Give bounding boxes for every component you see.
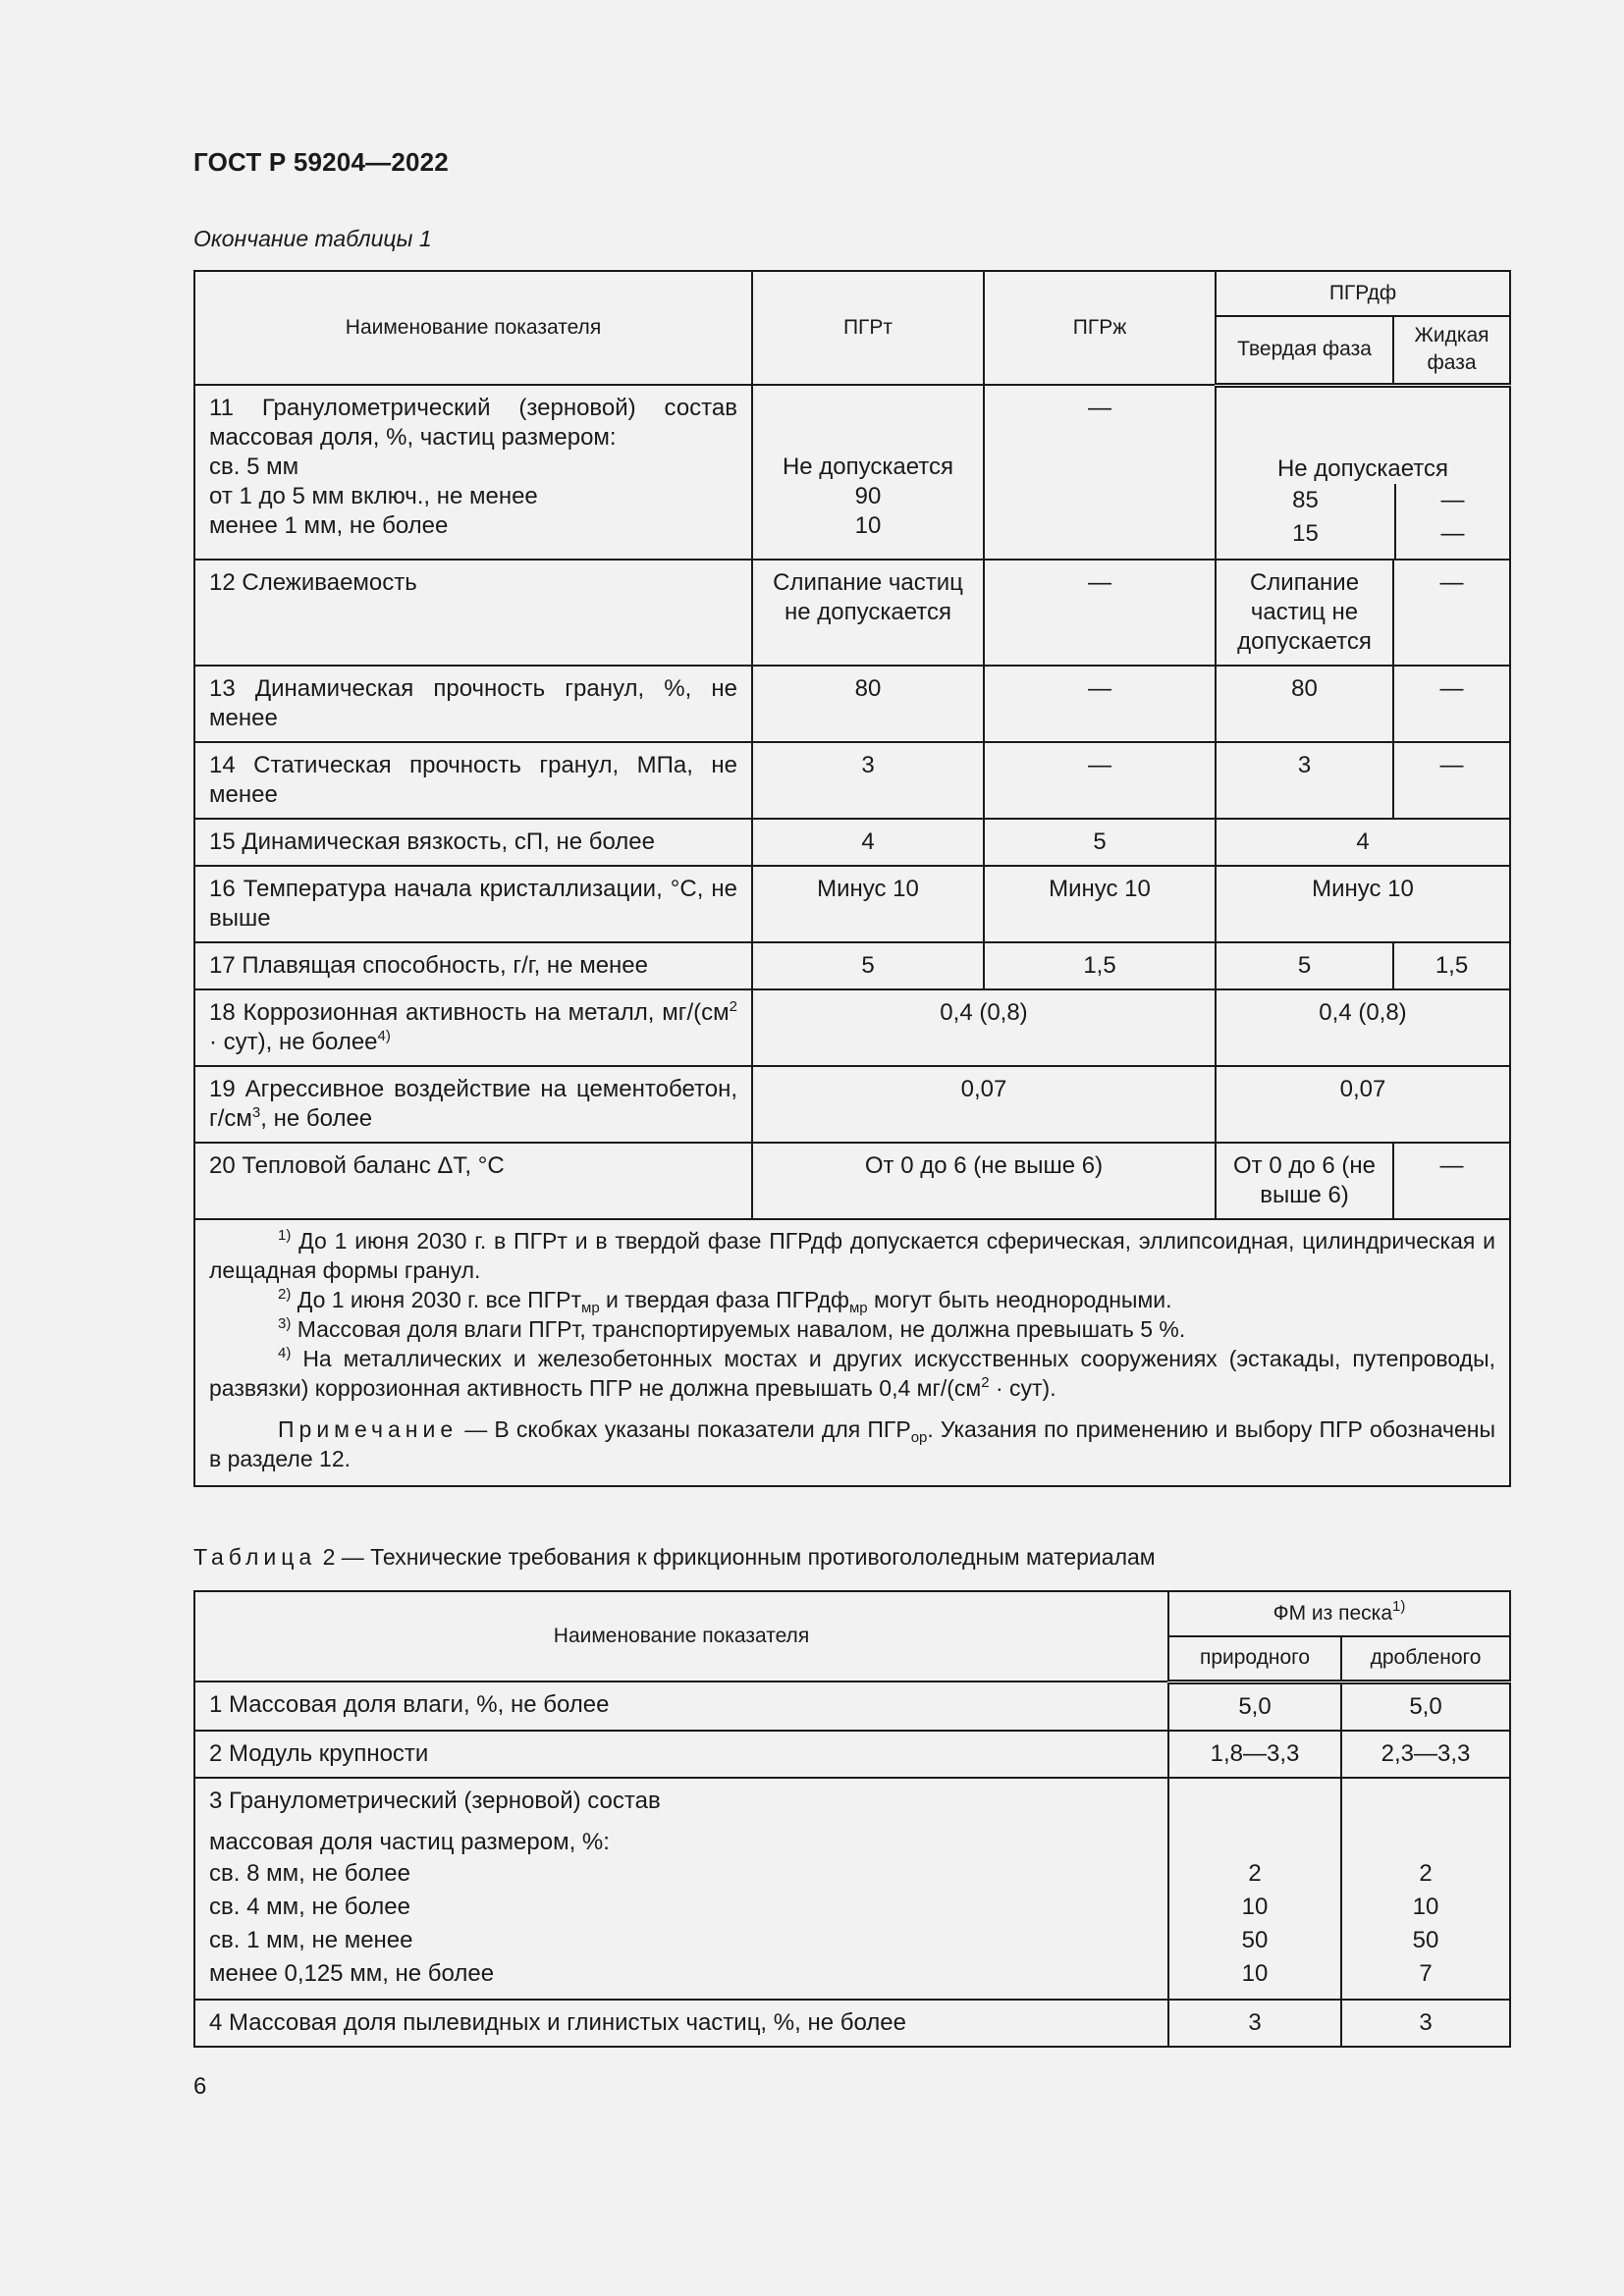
cell-crushed: 3 — [1341, 2000, 1510, 2047]
cell-pgrt: 4 — [752, 819, 984, 866]
cell-pgrt: Слипание частиц не допускается — [752, 560, 984, 666]
cell-crushed: 2 10 50 7 — [1341, 1778, 1510, 2000]
row-name: 15 Динамическая вязкость, сП, не более — [194, 819, 752, 866]
page-number: 6 — [193, 2073, 207, 2100]
table-row — [194, 1778, 1510, 2000]
row-name: 2 Модуль крупности — [194, 1731, 1168, 1778]
header-liquid-phase: Жидкая фаза — [1393, 316, 1510, 385]
cell-solid: Слипание частиц не допускается — [1216, 560, 1393, 666]
header-crushed: дробленого — [1341, 1636, 1510, 1682]
cell-solid: От 0 до 6 (не выше 6) — [1216, 1143, 1393, 1219]
cell-pgrt-pgrzh: 0,07 — [752, 1066, 1216, 1143]
cell-pgrzh: 5 — [984, 819, 1216, 866]
table-row — [194, 866, 1510, 942]
table-2 — [193, 1590, 1511, 2048]
table-row — [194, 2000, 1510, 2047]
table-row — [194, 1066, 1510, 1143]
cell-pgrzh: 1,5 — [984, 942, 1216, 989]
header-pgrdf: ПГРдф — [1216, 271, 1510, 316]
cell-pgrt: 3 — [752, 742, 984, 819]
row-name: 19 Агрессивное воздействие на цементобетон, $г/см^3$, не более — [194, 1066, 752, 1143]
cell-pgrdf: 0,07 — [1216, 1066, 1510, 1143]
table-row — [194, 1682, 1510, 1731]
cell-solid: 3 — [1216, 742, 1393, 819]
cell-crushed: 5,0 — [1341, 1682, 1510, 1731]
row-name: 1 Массовая доля влаги, %, не более — [194, 1682, 1168, 1731]
header-fm-sand: ФМ из песка$^{1)}$ — [1168, 1591, 1510, 1636]
table-continuation-caption: Окончание таблицы 1 — [193, 226, 432, 251]
cell-liquid: 1,5 — [1393, 942, 1510, 989]
row-name: 13 Динамическая прочность гранул, %, не менее — [194, 666, 752, 742]
cell-liquid: — — [1393, 1143, 1510, 1219]
row-name: 20 Тепловой баланс ΔТ, °С — [194, 1143, 752, 1219]
footnote-3: $^{3)}$ Массовая доля влаги ПГРт, транспортируемых навалом, не должна превышать 5 %. — [278, 1314, 1186, 1342]
header-name: Наименование показателя — [194, 1591, 1168, 1682]
row-name: 3 Гранулометрический (зерновой) состав массовая доля частиц размером, %: св. 8 мм, не более св. 4 мм, не более св. 1 мм, не менее менее 0,125 мм, не более — [194, 1778, 1168, 2000]
cell-pgrt: Не допускается 90 10 — [752, 385, 984, 560]
footnote-4: $^{4)}$ На металлических и железобетонных мостах и других искусственных сооружениях (эстакады, путепроводы, развязки) коррозионная активность ПГР не должна превышать 0,4 $мг/(см^2 \cdot сут)$. — [209, 1344, 1496, 1401]
cell-liquid: — — [1393, 666, 1510, 742]
table-2-caption: Таблица 2 — Технические требования к фрикционным противогололедным материалам — [193, 1544, 1156, 1570]
row-name: 4 Массовая доля пылевидных и глинистых частиц, %, не более — [194, 2000, 1168, 2047]
header-pgrt: ПГРт — [752, 271, 984, 385]
table-row — [194, 666, 1510, 742]
cell-pgrdf: Не допускается 85 15 — — — [1216, 385, 1510, 560]
cell-natural: 5,0 — [1168, 1682, 1341, 1731]
row-name: 18 Коррозионная активность на металл, $мг/(см^2 \cdot сут)$, не более$^{4)}$ — [194, 989, 752, 1066]
table-row — [194, 942, 1510, 989]
row-name: 16 Температура начала кристаллизации, °С, не выше — [194, 866, 752, 942]
cell-pgrzh: — — [984, 560, 1216, 666]
table-row — [194, 560, 1510, 666]
table-row — [194, 819, 1510, 866]
header-pgrzh: ПГРж — [984, 271, 1216, 385]
cell-crushed: 2,3—3,3 — [1341, 1731, 1510, 1778]
header-name: Наименование показателя — [194, 271, 752, 385]
row-name: 17 Плавящая способность, г/г, не менее — [194, 942, 752, 989]
table-row — [194, 742, 1510, 819]
cell-natural: 2 10 50 10 — [1168, 1778, 1341, 2000]
header-natural: природного — [1168, 1636, 1341, 1682]
cell-pgrdf: 4 — [1216, 819, 1510, 866]
table-row — [194, 1143, 1510, 1219]
document-header: ГОСТ Р 59204—2022 — [193, 147, 449, 177]
table-1 — [193, 270, 1511, 1487]
header-solid-phase: Твердая фаза — [1216, 316, 1393, 385]
cell-liquid: — — [1393, 742, 1510, 819]
footnote-2: $^{2)}$ До 1 июня 2030 г. все ПГРт$_{мр}$ и твердая фаза ПГРдф$_{мр}$ могут быть неоднородными. — [278, 1285, 1172, 1316]
row-name: 12 Слеживаемость — [194, 560, 752, 666]
footnote-1: $^{1)}$ До 1 июня 2030 г. в ПГРт и в твердой фазе ПГРдф допускается сферическая, эллипсоидная, цилиндрическая и лещадная формы гранул. — [209, 1226, 1495, 1283]
footnotes-row — [194, 1219, 1510, 1486]
cell-pgrzh: — — [984, 742, 1216, 819]
row-name: 11 Гранулометрический (зерновой) состав массовая доля, %, частиц размером: св. 5 мм от 1 до 5 мм включ., не менее менее 1 мм, не более — [194, 385, 752, 560]
cell-pgrzh: — — [984, 666, 1216, 742]
cell-pgrzh: — — [984, 385, 1216, 560]
cell-liquid: — — [1393, 560, 1510, 666]
cell-pgrt: Минус 10 — [752, 866, 984, 942]
table-row — [194, 989, 1510, 1066]
cell-pgrdf: Минус 10 — [1216, 866, 1510, 942]
table-note: Примечание — В скобках указаны показатели для $ПГР_{ор}$. Указания по применению и выбору ПГР обозначены в разделе 12. — [209, 1415, 1495, 1471]
cell-pgrdf: 0,4 (0,8) — [1216, 989, 1510, 1066]
footnotes — [194, 1219, 1510, 1486]
cell-pgrt-pgrzh: От 0 до 6 (не выше 6) — [752, 1143, 1216, 1219]
cell-natural: 1,8—3,3 — [1168, 1731, 1341, 1778]
table-row — [194, 385, 1510, 560]
cell-solid: 80 — [1216, 666, 1393, 742]
cell-pgrzh: Минус 10 — [984, 866, 1216, 942]
cell-natural: 3 — [1168, 2000, 1341, 2047]
cell-pgrt-pgrzh: 0,4 (0,8) — [752, 989, 1216, 1066]
table-row — [194, 1731, 1510, 1778]
row-name: 14 Статическая прочность гранул, МПа, не менее — [194, 742, 752, 819]
cell-solid: 5 — [1216, 942, 1393, 989]
cell-pgrt: 80 — [752, 666, 984, 742]
cell-pgrt: 5 — [752, 942, 984, 989]
